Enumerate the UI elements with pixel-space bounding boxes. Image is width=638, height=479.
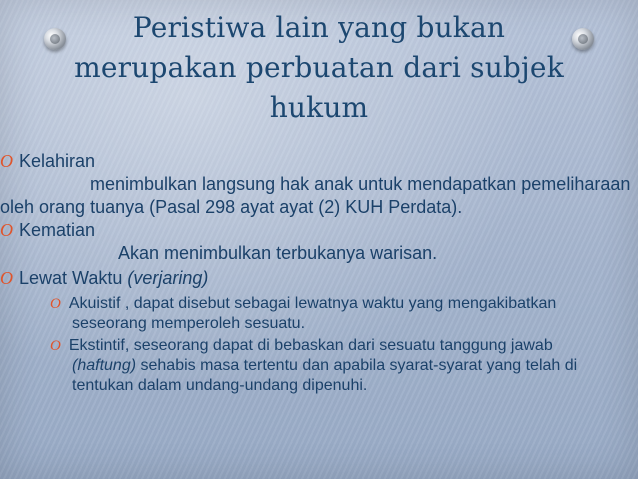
bullet-icon: O bbox=[0, 268, 13, 288]
bullet-label: Kematian bbox=[19, 220, 96, 240]
subbullet-text: Akuistif , dapat disebut sebagai lewatnya waktu yang mengakibatkan seseorang memperoleh sesuatu. bbox=[68, 295, 557, 332]
bullet-item-kematian bbox=[0, 219, 638, 242]
bullet-label-italic: (verjaring) bbox=[127, 268, 209, 288]
bullet-item-kelahiran bbox=[0, 150, 638, 173]
subbullet-text: Ekstintif, seseorang dapat di bebaskan dari sesuatu tanggung jawab bbox=[68, 337, 553, 354]
bullet-item-lewat-waktu bbox=[0, 267, 638, 290]
bullet-label: Kelahiran bbox=[19, 151, 96, 171]
bullet-icon: O bbox=[0, 220, 13, 240]
bullet-icon: O bbox=[50, 338, 61, 354]
slide-title: Peristiwa lain yang bukan merupakan perbuatan dari subjek hukum bbox=[74, 11, 564, 124]
slide-content bbox=[0, 150, 638, 479]
subbullet-text-after: sehabis masa tertentu dan apabila syarat-syarat yang telah di tentukan dalam undang-undang dipenuhi. bbox=[72, 357, 578, 394]
bullet-body-kematian: Akan menimbulkan terbukanya warisan. bbox=[118, 243, 438, 263]
bullet-body-kelahiran: menimbulkan langsung hak anak untuk mendapatkan pemeliharaan oleh orang tuanya (Pasal 298 ayat ayat (2) KUH Perdata). bbox=[0, 174, 631, 217]
bullet-icon: O bbox=[0, 151, 13, 171]
bullet-label: Lewat Waktu bbox=[19, 268, 123, 288]
subbullet-italic: (haftung) bbox=[72, 357, 137, 374]
subbullet-item-akuistif bbox=[0, 294, 592, 334]
pushpin-icon bbox=[44, 28, 66, 50]
subbullet-item-ekstintif bbox=[0, 336, 592, 396]
pushpin-icon bbox=[572, 28, 594, 50]
bullet-icon: O bbox=[50, 296, 61, 312]
